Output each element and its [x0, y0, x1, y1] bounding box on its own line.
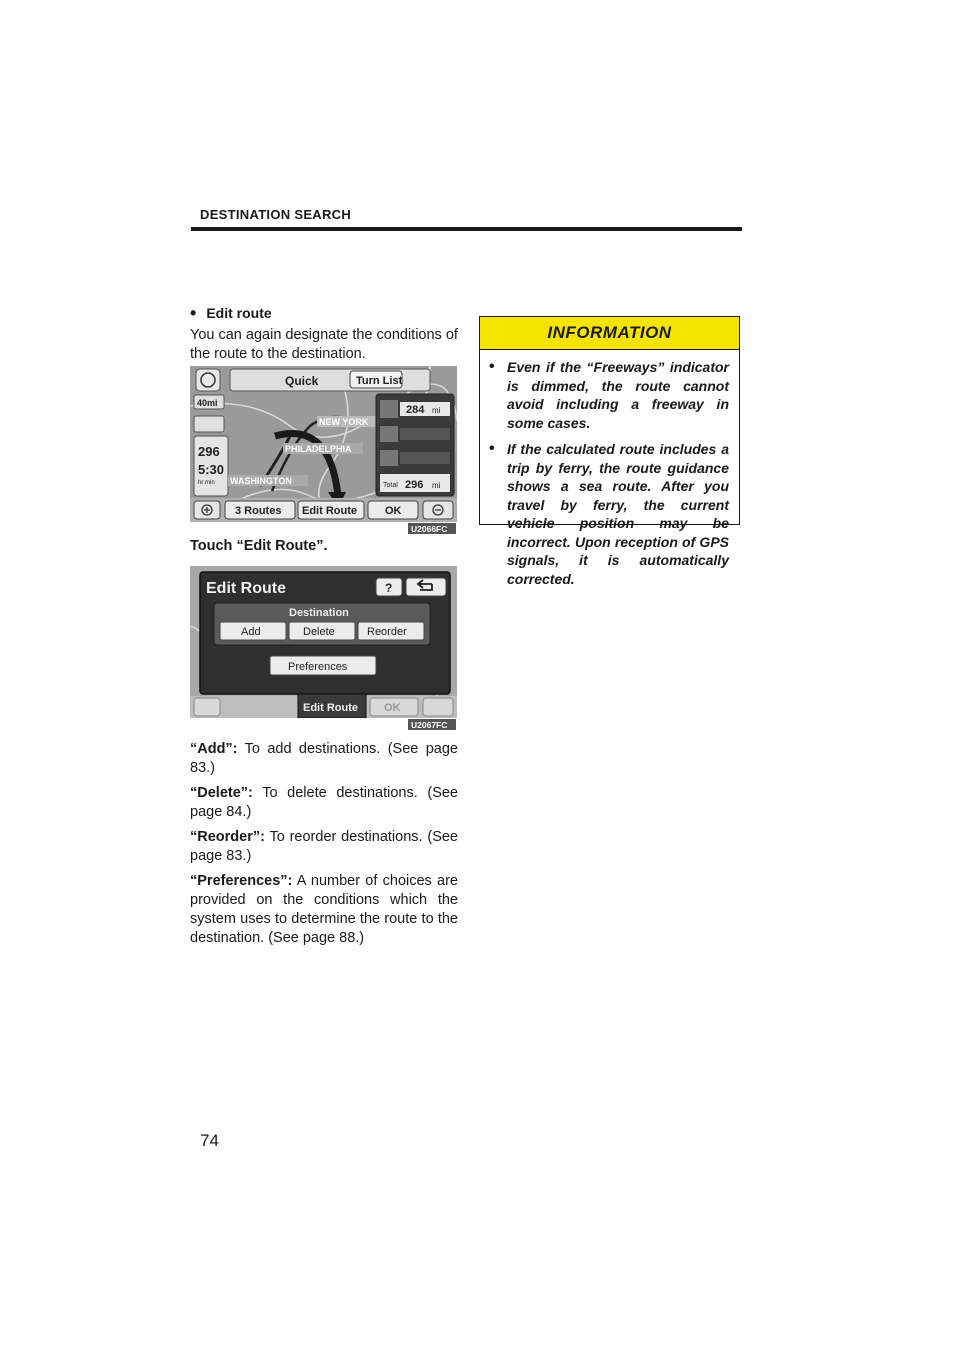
- bullet-icon: •: [489, 358, 495, 375]
- route-distance-total: 296: [405, 479, 424, 491]
- section-header: DESTINATION SEARCH: [200, 207, 352, 222]
- definition-add: [190, 740, 458, 778]
- term-preferences: “Preferences”:: [190, 873, 293, 889]
- city-washington: WASHINGTON: [230, 476, 292, 486]
- city-philadelphia: PHILADELPHIA: [285, 444, 352, 454]
- figure-code-1: U2066FC: [411, 524, 448, 534]
- mi-unit-1: mi: [432, 406, 441, 415]
- reorder-button[interactable]: Reorder: [367, 626, 407, 638]
- definition-text: To add destinations. (See page 83.): [190, 741, 458, 776]
- information-title: INFORMATION: [480, 317, 739, 350]
- quick-label: Quick: [285, 374, 319, 388]
- information-item: [480, 358, 739, 432]
- three-routes-button[interactable]: 3 Routes: [235, 505, 282, 517]
- information-box: [479, 316, 740, 587]
- term-reorder: “Reorder”:: [190, 829, 265, 845]
- intro-paragraph: You can again designate the conditions of the route to the destination.: [190, 327, 458, 362]
- time-units: hr min: [198, 480, 215, 486]
- route-map-screenshot: [190, 366, 457, 534]
- city-new-york: NEW YORK: [319, 417, 369, 427]
- term-delete: “Delete”:: [190, 785, 253, 801]
- scale-label: 40mi: [197, 398, 218, 408]
- total-label: Total: [383, 482, 398, 489]
- edit-route-title: Edit Route: [206, 580, 286, 597]
- information-item-text: If the calculated route includes a trip by ferry, the route guidance shows a sea route. After you travel by ferry, the current vehicle position may be incorrect. Upon reception of GPS signals, it is automatically corrected.: [507, 441, 729, 587]
- edit-route-section: [190, 305, 460, 364]
- bullet-heading-text: Edit route: [206, 305, 272, 321]
- information-item: [480, 440, 739, 588]
- definition-text: To delete destinations. (See page 84.): [190, 785, 458, 820]
- edit-route-tab[interactable]: Edit Route: [303, 702, 358, 714]
- bullet-icon: •: [190, 303, 197, 323]
- term-add: “Add”:: [190, 741, 238, 757]
- figure-code-2: U2067FC: [411, 720, 448, 730]
- distance-value: 296: [198, 444, 220, 459]
- turn-list-button[interactable]: Turn List: [356, 375, 403, 387]
- definitions-list: [190, 740, 458, 954]
- ok-button-dimmed[interactable]: OK: [384, 702, 401, 714]
- mi-unit-total: mi: [432, 481, 441, 490]
- page-number: 74: [200, 1131, 219, 1150]
- ok-button[interactable]: OK: [385, 505, 402, 517]
- preferences-button[interactable]: Preferences: [288, 661, 348, 673]
- information-item-text: Even if the “Freeways” indicator is dimmed, the route cannot avoid including a freeway in some cases.: [507, 359, 729, 431]
- definition-delete: [190, 784, 458, 822]
- definition-text: A number of choices are provided on the conditions which the system uses to determine the route to the destination. (See page 88.): [190, 873, 458, 946]
- add-button[interactable]: Add: [241, 626, 261, 638]
- definition-preferences: [190, 872, 458, 948]
- destination-label: Destination: [289, 607, 349, 619]
- time-value: 5:30: [198, 462, 225, 477]
- route-distance-1: 284: [406, 404, 425, 416]
- bullet-heading: [190, 305, 460, 321]
- help-button[interactable]: ?: [385, 581, 393, 595]
- edit-route-screenshot: [190, 566, 457, 730]
- edit-route-button[interactable]: Edit Route: [302, 505, 357, 517]
- delete-button[interactable]: Delete: [303, 626, 335, 638]
- header-rule: [191, 227, 742, 231]
- bullet-icon: •: [489, 440, 495, 457]
- definition-reorder: [190, 828, 458, 866]
- step-caption: Touch “Edit Route”.: [190, 538, 328, 554]
- definition-text: To reorder destinations. (See page 83.): [190, 829, 458, 864]
